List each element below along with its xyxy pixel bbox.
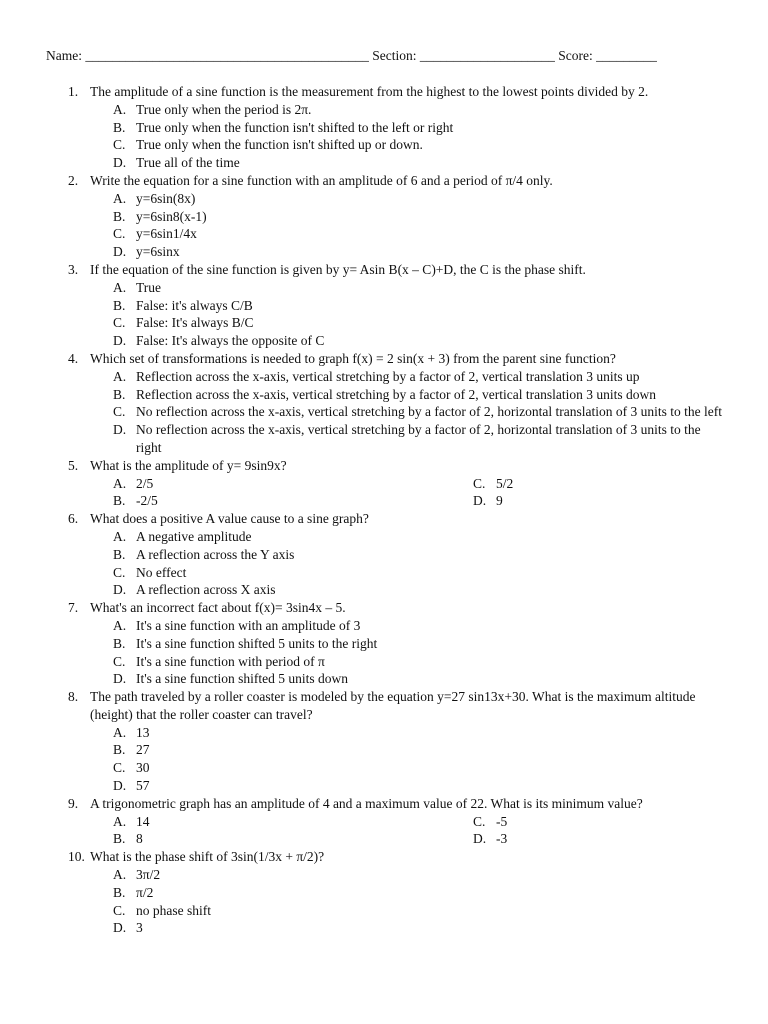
answer-option bbox=[113, 332, 723, 350]
question-row bbox=[0, 688, 768, 724]
answer-options bbox=[113, 617, 723, 688]
option-text: It's a sine function with period of π bbox=[136, 653, 325, 669]
answer-option bbox=[113, 581, 723, 599]
answer-option bbox=[473, 492, 673, 510]
option-text: Reflection across the x-axis, vertical stretching by a factor of 2, vertical translation 3 units down bbox=[136, 386, 656, 402]
answer-option bbox=[113, 136, 723, 154]
question-number: 1. bbox=[68, 84, 79, 99]
answer-options bbox=[113, 866, 723, 937]
answer-option bbox=[473, 830, 673, 848]
option-letter: B. bbox=[113, 546, 126, 562]
question-number-cell bbox=[0, 688, 90, 724]
option-text: No reflection across the x-axis, vertical stretching by a factor of 2, horizontal translation of 3 units to the left bbox=[136, 404, 722, 420]
option-letter: A. bbox=[113, 724, 127, 740]
answer-option bbox=[113, 724, 723, 742]
question-number-cell bbox=[0, 848, 90, 866]
question bbox=[0, 599, 768, 688]
question-text: Write the equation for a sine function with an amplitude of 6 and a period of π/4 only. bbox=[90, 172, 553, 188]
option-letter: D. bbox=[113, 582, 127, 598]
answer-option bbox=[473, 813, 673, 831]
option-letter: C. bbox=[113, 760, 126, 776]
option-letter: C. bbox=[113, 404, 126, 420]
answer-option bbox=[113, 279, 723, 297]
option-letter: C. bbox=[473, 813, 486, 829]
option-letter: A. bbox=[113, 617, 127, 633]
answer-option bbox=[113, 314, 723, 332]
option-letter: D. bbox=[113, 422, 127, 438]
question-row bbox=[0, 510, 768, 528]
question-number: 5. bbox=[68, 457, 79, 473]
option-text: -3 bbox=[496, 831, 508, 847]
score-label: Score: bbox=[558, 48, 593, 63]
question-number-cell bbox=[0, 261, 90, 279]
question bbox=[0, 261, 768, 350]
question bbox=[0, 83, 768, 172]
option-text: True only when the function isn't shifted to the left or right bbox=[136, 119, 454, 135]
option-text: 5/2 bbox=[496, 475, 514, 491]
option-letter: B. bbox=[113, 493, 126, 509]
option-letter: A. bbox=[113, 190, 127, 206]
question-number-cell bbox=[0, 350, 90, 368]
option-letter: B. bbox=[113, 119, 126, 135]
option-letter: D. bbox=[473, 493, 487, 509]
option-text: 27 bbox=[136, 742, 150, 758]
answer-option bbox=[113, 243, 723, 261]
answer-option bbox=[113, 759, 723, 777]
option-text: -2/5 bbox=[136, 493, 158, 509]
answer-option bbox=[113, 386, 723, 404]
question-text: What is the phase shift of 3sin(1/3x + π/2)? bbox=[90, 849, 325, 865]
option-text: Reflection across the x-axis, vertical stretching by a factor of 2, vertical translation 3 units up bbox=[136, 368, 640, 384]
option-text: 9 bbox=[496, 493, 503, 509]
option-text: False: It's always the opposite of C bbox=[136, 333, 325, 349]
section-label: Section: bbox=[372, 48, 417, 63]
question-number-cell bbox=[0, 510, 90, 528]
answer-options bbox=[113, 475, 723, 511]
question bbox=[0, 457, 768, 510]
question bbox=[0, 688, 768, 795]
question-row bbox=[0, 261, 768, 279]
question-text: A trigonometric graph has an amplitude of 4 and a maximum value of 22. What is its minimum value? bbox=[90, 795, 643, 811]
option-letter: C. bbox=[113, 653, 126, 669]
answer-option bbox=[113, 830, 473, 848]
option-text: y=6sinx bbox=[136, 244, 180, 260]
answer-options bbox=[113, 190, 723, 261]
answer-option bbox=[113, 741, 723, 759]
question-list bbox=[0, 83, 768, 937]
option-text: It's a sine function shifted 5 units down bbox=[136, 671, 349, 687]
option-text: True bbox=[136, 279, 162, 295]
question-number-cell bbox=[0, 599, 90, 617]
option-text: -5 bbox=[496, 813, 508, 829]
option-text: 57 bbox=[136, 778, 150, 794]
option-letter: B. bbox=[113, 386, 126, 402]
option-text: It's a sine function shifted 5 units to the right bbox=[136, 635, 378, 651]
question-text: Which set of transformations is needed to graph f(x) = 2 sin(x + 3) from the parent sine function? bbox=[90, 350, 616, 366]
question-number: 7. bbox=[68, 600, 79, 616]
option-text: y=6sin(8x) bbox=[136, 190, 196, 206]
option-text: y=6sin8(x-1) bbox=[136, 208, 207, 224]
answer-option bbox=[473, 475, 673, 493]
option-letter: A. bbox=[113, 368, 127, 384]
option-text: A reflection across X axis bbox=[136, 582, 276, 598]
answer-option bbox=[113, 297, 723, 315]
answer-option bbox=[113, 101, 723, 119]
answer-option bbox=[113, 225, 723, 243]
answer-options bbox=[113, 724, 723, 795]
question-text: The path traveled by a roller coaster is modeled by the equation y=27 sin13x+30. What is the maximum altitude (height) that the roller coaster can travel? bbox=[90, 689, 696, 722]
option-letter: A. bbox=[113, 867, 127, 883]
question-text: What's an incorrect fact about f(x)= 3sin4x – 5. bbox=[90, 600, 346, 616]
answer-options bbox=[113, 528, 723, 599]
answer-option bbox=[113, 475, 473, 493]
question-number: 2. bbox=[68, 172, 79, 188]
option-text: 8 bbox=[136, 831, 143, 847]
question-row bbox=[0, 172, 768, 190]
question-text: The amplitude of a sine function is the measurement from the highest to the lowest points divided by 2. bbox=[90, 84, 649, 99]
option-letter: A. bbox=[113, 528, 127, 544]
question-number-cell bbox=[0, 83, 90, 101]
answer-option bbox=[113, 902, 723, 920]
question-number-cell bbox=[0, 795, 90, 813]
answer-option bbox=[113, 635, 723, 653]
option-letter: D. bbox=[113, 778, 127, 794]
option-text: It's a sine function with an amplitude of 3 bbox=[136, 617, 361, 633]
answer-option bbox=[113, 919, 723, 937]
question-row bbox=[0, 350, 768, 368]
answer-option bbox=[113, 777, 723, 795]
name-blank: __________________________________________ bbox=[85, 48, 369, 63]
answer-option bbox=[113, 208, 723, 226]
option-text: False: it's always C/B bbox=[136, 297, 253, 313]
answer-options bbox=[113, 813, 723, 849]
question-number: 4. bbox=[68, 350, 79, 366]
option-letter: C. bbox=[113, 226, 126, 242]
answer-option bbox=[113, 670, 723, 688]
option-text: 13 bbox=[136, 724, 150, 740]
answer-option bbox=[113, 653, 723, 671]
question bbox=[0, 510, 768, 599]
option-letter: A. bbox=[113, 101, 127, 117]
question bbox=[0, 795, 768, 848]
option-letter: C. bbox=[113, 137, 126, 153]
question-row bbox=[0, 795, 768, 813]
question-row bbox=[0, 848, 768, 866]
option-letter: C. bbox=[113, 315, 126, 331]
answer-option bbox=[113, 421, 723, 457]
question-row bbox=[0, 83, 768, 101]
option-text: No effect bbox=[136, 564, 187, 580]
option-letter: B. bbox=[113, 297, 126, 313]
answer-option bbox=[113, 368, 723, 386]
answer-options bbox=[113, 368, 723, 457]
question bbox=[0, 172, 768, 261]
question-text: If the equation of the sine function is given by y= Asin B(x – C)+D, the C is the phase shift. bbox=[90, 261, 586, 277]
question bbox=[0, 848, 768, 937]
option-text: A reflection across the Y axis bbox=[136, 546, 295, 562]
option-text: False: It's always B/C bbox=[136, 315, 254, 331]
question bbox=[0, 350, 768, 457]
question-number: 8. bbox=[68, 689, 79, 705]
option-text: 14 bbox=[136, 813, 150, 829]
answer-option bbox=[113, 866, 723, 884]
option-letter: A. bbox=[113, 279, 127, 295]
answer-option bbox=[113, 546, 723, 564]
answer-option bbox=[113, 528, 723, 546]
answer-option bbox=[113, 403, 723, 421]
option-text: 30 bbox=[136, 760, 150, 776]
option-letter: A. bbox=[113, 475, 127, 491]
question-text: What does a positive A value cause to a sine graph? bbox=[90, 511, 369, 527]
option-letter: B. bbox=[113, 208, 126, 224]
option-letter: C. bbox=[113, 902, 126, 918]
question-number-cell bbox=[0, 172, 90, 190]
question-number: 3. bbox=[68, 261, 79, 277]
option-text: True only when the function isn't shifted up or down. bbox=[136, 137, 423, 153]
option-letter: D. bbox=[113, 333, 127, 349]
answer-option bbox=[113, 190, 723, 208]
option-letter: D. bbox=[113, 920, 127, 936]
section-blank: ____________________ bbox=[419, 48, 555, 63]
option-letter: D. bbox=[113, 671, 127, 687]
answer-option bbox=[113, 564, 723, 582]
answer-option bbox=[113, 492, 473, 510]
option-text: True all of the time bbox=[136, 155, 240, 171]
question-number: 10. bbox=[68, 849, 85, 865]
option-text: no phase shift bbox=[136, 902, 211, 918]
option-text: 3π/2 bbox=[136, 867, 161, 883]
option-letter: D. bbox=[473, 831, 487, 847]
question-number: 9. bbox=[68, 795, 79, 811]
question-row bbox=[0, 599, 768, 617]
answer-options bbox=[113, 279, 723, 350]
option-text: 3 bbox=[136, 920, 143, 936]
score-blank: _________ bbox=[596, 48, 657, 63]
question-number: 6. bbox=[68, 511, 79, 527]
option-letter: A. bbox=[113, 813, 127, 829]
answer-option bbox=[113, 154, 723, 172]
answer-option bbox=[113, 813, 473, 831]
answer-option bbox=[113, 119, 723, 137]
answer-option bbox=[113, 617, 723, 635]
name-label: Name: bbox=[46, 48, 82, 63]
header-line bbox=[46, 47, 726, 65]
option-letter: C. bbox=[473, 475, 486, 491]
option-text: 2/5 bbox=[136, 475, 154, 491]
option-letter: B. bbox=[113, 635, 126, 651]
option-text: No reflection across the x-axis, vertical stretching by a factor of 2, horizontal translation of 3 units to the right bbox=[136, 422, 701, 455]
question-row bbox=[0, 457, 768, 475]
answer-options bbox=[113, 101, 723, 172]
option-text: A negative amplitude bbox=[136, 528, 252, 544]
question-number-cell bbox=[0, 457, 90, 475]
option-text: y=6sin1/4x bbox=[136, 226, 197, 242]
question-text: What is the amplitude of y= 9sin9x? bbox=[90, 457, 287, 473]
option-text: π/2 bbox=[136, 884, 154, 900]
option-letter: B. bbox=[113, 884, 126, 900]
option-letter: D. bbox=[113, 244, 127, 260]
option-letter: B. bbox=[113, 831, 126, 847]
answer-option bbox=[113, 884, 723, 902]
option-text: True only when the period is 2π. bbox=[136, 101, 312, 117]
option-letter: C. bbox=[113, 564, 126, 580]
option-letter: D. bbox=[113, 155, 127, 171]
option-letter: B. bbox=[113, 742, 126, 758]
